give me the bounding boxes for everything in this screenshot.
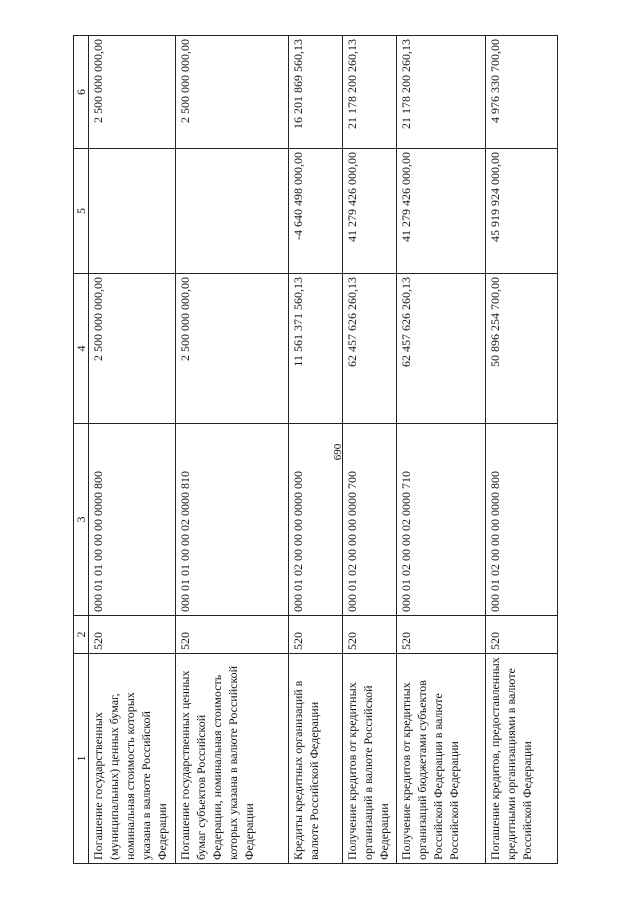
- row-name: Погашение государственных (муниципальных) ценных бумаг, номинальная стоимость которых указана в валюте Российской Федерации: [89, 654, 176, 864]
- row-name: Получение кредитов от кредитных организаций в валюте Российской Федерации: [343, 654, 397, 864]
- row-col4-value: 11 561 371 560,13: [289, 274, 343, 424]
- header-row: [74, 36, 89, 864]
- rotated-table-container: [73, 36, 556, 864]
- row-budget-code: 000 01 01 00 00 02 0000 810: [176, 424, 289, 616]
- table-row: [343, 36, 397, 864]
- header-cell-3: 3: [74, 424, 89, 616]
- row-budget-code: 000 01 01 00 00 00 0000 800: [89, 424, 176, 616]
- row-col4-value: 2 500 000 000,00: [176, 274, 289, 424]
- row-budget-code: 000 01 02 00 00 00 0000 000: [289, 424, 343, 616]
- row-col6-value: 21 178 200 260,13: [397, 36, 486, 149]
- row-col6-value: 2 500 000 000,00: [176, 36, 289, 149]
- header-cell-6: 6: [74, 36, 89, 149]
- budget-table: [73, 35, 558, 864]
- header-cell-5: 5: [74, 149, 89, 274]
- row-col4-value: 62 457 626 260,13: [343, 274, 397, 424]
- row-name: Получение кредитов от кредитных организаций бюджетами субъектов Российской Федерации в валюте Российской Федерации: [397, 654, 486, 864]
- row-line-code: 520: [486, 616, 558, 654]
- row-col4-value: 2 500 000 000,00: [89, 274, 176, 424]
- row-col6-value: 2 500 000 000,00: [89, 36, 176, 149]
- row-line-code: 520: [89, 616, 176, 654]
- row-budget-code: 000 01 02 00 00 00 0000 700: [343, 424, 397, 616]
- row-col5-value: 45 919 924 000,00: [486, 149, 558, 274]
- row-line-code: 520: [397, 616, 486, 654]
- row-name: Погашение кредитов, предоставленных кредитными организациями в валюте Российской Федерации: [486, 654, 558, 864]
- row-col5-value: 41 279 426 000,00: [343, 149, 397, 274]
- table-row: [486, 36, 558, 864]
- table-row: [176, 36, 289, 864]
- page-number: 690: [332, 443, 344, 461]
- table-row: [89, 36, 176, 864]
- row-col5-value: 41 279 426 000,00: [397, 149, 486, 274]
- row-col5-value: [89, 149, 176, 274]
- row-col4-value: 62 457 626 260,13: [397, 274, 486, 424]
- row-budget-code: 000 01 02 00 00 02 0000 710: [397, 424, 486, 616]
- row-name: Кредиты кредитных организаций в валюте Российской Федерации: [289, 654, 343, 864]
- row-col6-value: 4 976 330 700,00: [486, 36, 558, 149]
- row-line-code: 520: [343, 616, 397, 654]
- row-col4-value: 50 896 254 700,00: [486, 274, 558, 424]
- row-col5-value: -4 640 498 000,00: [289, 149, 343, 274]
- header-cell-1: 1: [74, 654, 89, 864]
- row-col6-value: 16 201 869 560,13: [289, 36, 343, 149]
- row-col6-value: 21 178 200 260,13: [343, 36, 397, 149]
- header-cell-4: 4: [74, 274, 89, 424]
- row-line-code: 520: [289, 616, 343, 654]
- header-cell-2: 2: [74, 616, 89, 654]
- row-name: Погашение государственных ценных бумаг субъектов Российской Федерации, номинальная стоимость которых указана в валюте Российской Федерации: [176, 654, 289, 864]
- row-line-code: 520: [176, 616, 289, 654]
- table-row: [289, 36, 343, 864]
- row-budget-code: 000 01 02 00 00 00 0000 800: [486, 424, 558, 616]
- table-row: [397, 36, 486, 864]
- row-col5-value: [176, 149, 289, 274]
